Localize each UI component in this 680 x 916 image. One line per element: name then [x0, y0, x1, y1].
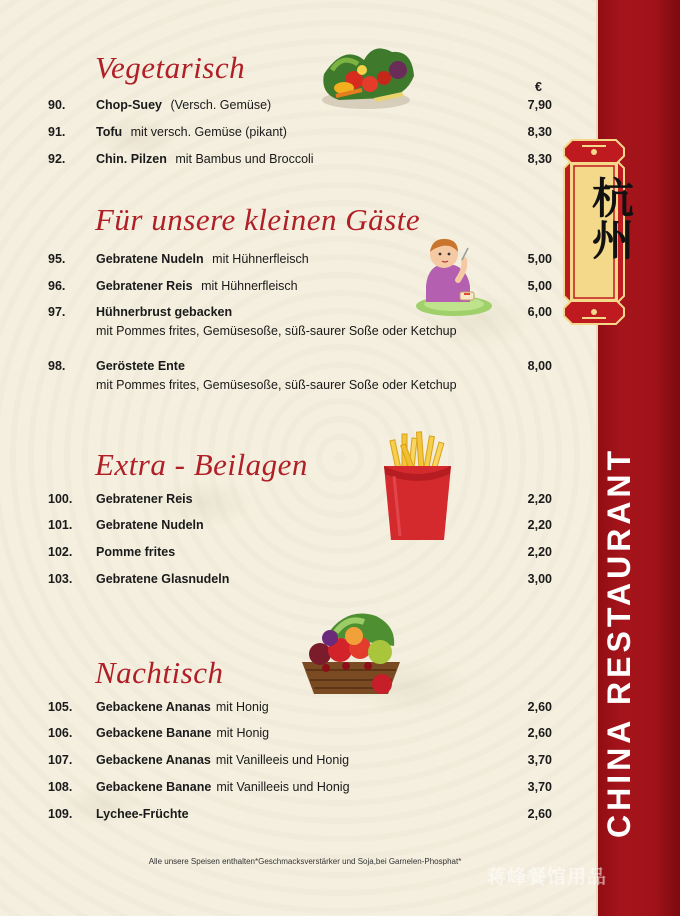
item-name: Gebratene Nudeln	[96, 518, 204, 532]
item-price: 2,60	[527, 700, 552, 714]
item-number: 90.	[48, 98, 66, 112]
item-description: (Versch. Gemüse)	[170, 98, 272, 112]
item-description: mit versch. Gemüse (pikant)	[130, 125, 287, 139]
item-price: 8,30	[527, 152, 552, 166]
item-name: Gebackene Ananas mit Honig	[96, 700, 269, 714]
item-price: 6,00	[527, 305, 552, 319]
footnote: Alle unsere Speisen enthalten*Geschmacksverstärker und Soja,bei Garnelen-Phosphat*	[148, 857, 462, 866]
item-price: 3,70	[527, 780, 552, 794]
section-title-vegetarisch: Vegetarisch	[95, 50, 246, 85]
watermark: 蒋峰餐馆用品	[487, 867, 608, 888]
french-fries-image	[380, 430, 455, 542]
item-description: mit Bambus und Broccoli	[175, 152, 314, 166]
item-name: Gebratener Reis mit Hühnerfleisch	[96, 279, 298, 293]
item-number: 101.	[48, 518, 73, 532]
child-eating-image	[412, 234, 494, 318]
item-name: Hühnerbrust gebacken	[96, 305, 233, 319]
item-price: 2,60	[527, 807, 552, 821]
item-price: 3,00	[527, 572, 552, 586]
item-description: mit Honig	[216, 726, 270, 740]
section-title-nachtisch: Nachtisch	[95, 655, 224, 690]
item-description: mit Honig	[215, 700, 269, 714]
item-number: 95.	[48, 252, 66, 266]
item-price: 2,20	[527, 518, 552, 532]
item-name: Gebackene Banane mit Honig	[96, 726, 270, 740]
item-description: mit Hühnerfleisch	[212, 252, 309, 266]
item-name: Chop-Suey (Versch. Gemüse)	[96, 98, 272, 112]
item-name: Chin. Pilzen mit Bambus und Broccoli	[96, 152, 314, 166]
item-price: 8,00	[527, 359, 552, 373]
item-price: 2,60	[527, 726, 552, 740]
item-subline: mit Pommes frites, Gemüsesoße, süß-saurer Soße oder Ketchup	[96, 378, 457, 392]
section-title-kinder: Für unsere kleinen Gäste	[95, 202, 421, 237]
item-number: 91.	[48, 125, 66, 139]
item-name: Lychee-Früchte	[96, 807, 189, 821]
item-number: 98.	[48, 359, 66, 373]
item-number: 96.	[48, 279, 66, 293]
item-price: 5,00	[527, 279, 552, 293]
item-number: 109.	[48, 807, 73, 821]
item-price: 3,70	[527, 753, 552, 767]
item-name: Pomme frites	[96, 545, 176, 559]
item-number: 107.	[48, 753, 73, 767]
item-price: 5,00	[527, 252, 552, 266]
item-name: Gebackene Ananas mit Vanilleeis und Honig	[96, 753, 350, 767]
item-number: 102.	[48, 545, 73, 559]
item-description: mit Hühnerfleisch	[201, 279, 298, 293]
item-subline: mit Pommes frites, Gemüsesoße, süß-saurer Soße oder Ketchup	[96, 324, 457, 338]
item-name: Gebratener Reis	[96, 492, 193, 506]
item-name: Gebratene Nudeln mit Hühnerfleisch	[96, 252, 309, 266]
item-description: mit Vanilleeis und Honig	[215, 753, 350, 767]
item-price: 8,30	[527, 125, 552, 139]
item-number: 108.	[48, 780, 73, 794]
item-number: 92.	[48, 152, 66, 166]
item-name: Gebratene Glasnudeln	[96, 572, 230, 586]
item-price: 2,20	[527, 545, 552, 559]
item-number: 106.	[48, 726, 73, 740]
item-price: 7,90	[527, 98, 552, 112]
item-price: 2,20	[527, 492, 552, 506]
item-number: 100.	[48, 492, 73, 506]
currency-label: €	[535, 80, 542, 94]
side-restaurant-name: CHINA RESTAURANT	[601, 446, 637, 838]
item-number: 105.	[48, 700, 73, 714]
item-name: Gebackene Banane mit Vanilleeis und Honig	[96, 780, 350, 794]
item-number: 103.	[48, 572, 73, 586]
vegetables-image	[314, 40, 419, 112]
item-description: mit Vanilleeis und Honig	[216, 780, 350, 794]
emblem-chinese-characters: 杭州	[586, 176, 635, 260]
fruit-basket-image	[296, 606, 406, 698]
section-title-beilagen: Extra - Beilagen	[95, 447, 308, 482]
item-name: Geröstete Ente	[96, 359, 185, 373]
item-name: Tofu mit versch. Gemüse (pikant)	[96, 125, 287, 139]
item-number: 97.	[48, 305, 66, 319]
